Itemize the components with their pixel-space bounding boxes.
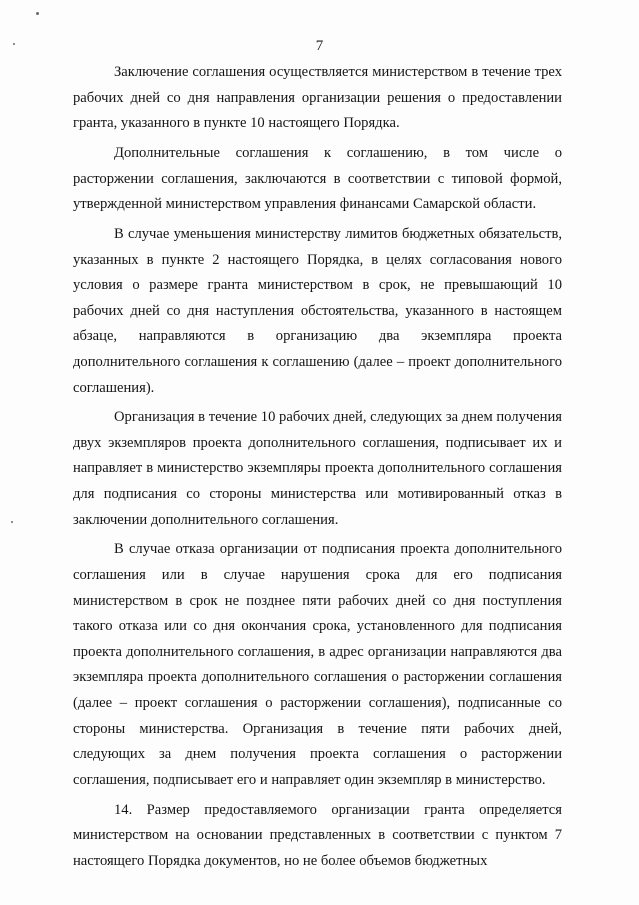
scan-speck-left-margin: [11, 521, 13, 523]
scan-speck-top-left: [36, 12, 39, 15]
paragraph-grant-size: 14. Размер предоставляемого организации гранта определяется министерством на основании представленных в соответствии с пунктом 7 настоящего Порядка документов, но не более объемов бюджетных: [73, 801, 562, 869]
document-body: [73, 60, 562, 874]
paragraph-limits-reduction: В случае уменьшения министерству лимитов бюджетных обязательств, указанных в пункте 2 настоящего Порядка, в целях согласования нового условия о размере гранта министерством в срок, не превышающий 10 рабочих дней со дня наступления обстоятельства, указанного в настоящем абзаце, направляются в организацию два экземпляра проекта дополнительного соглашения к соглашению (далее – проект дополнительного соглашения).: [73, 225, 562, 396]
paragraph-refusal-termination: В случае отказа организации от подписания проекта дополнительного соглашения или в случае нарушения срока для его подписания министерством в срок не позднее пяти рабочих дней со дня поступления такого отказа или со дня окончания срока, установленного для подписания проекта дополнительного соглашения, в адрес организации направляются два экземпляра проекта дополнительного соглашения о расторжении соглашения (далее – проект соглашения о расторжении соглашения), подписанные со стороны министерства. Организация в течение пяти рабочих дней, следующих за днем получения проекта соглашения о расторжении соглашения, подписывает его и направляет один экземпляр в министерство.: [73, 541, 562, 788]
paragraph-organization-signing: Организация в течение 10 рабочих дней, следующих за днем получения двух экземпляров проекта дополнительного соглашения, подписывает их и направляет в министерство экземпляры проекта дополнительного соглашения для подписания со стороны министерства или мотивированный отказ в заключении дополнительного соглашения.: [73, 409, 562, 528]
paragraph-additional-agreements: Дополнительные соглашения к соглашению, в том числе о расторжении соглашения, заключаются в соответствии с типовой формой, утвержденной министерством управления финансами Самарской области.: [73, 144, 562, 213]
page-number: 7: [315, 38, 324, 54]
paragraph-agreement-conclusion: Заключение соглашения осуществляется министерством в течение трех рабочих дней со дня направления организации решения о предоставлении гранта, указанного в пункте 10 настоящего Порядка.: [73, 64, 562, 132]
